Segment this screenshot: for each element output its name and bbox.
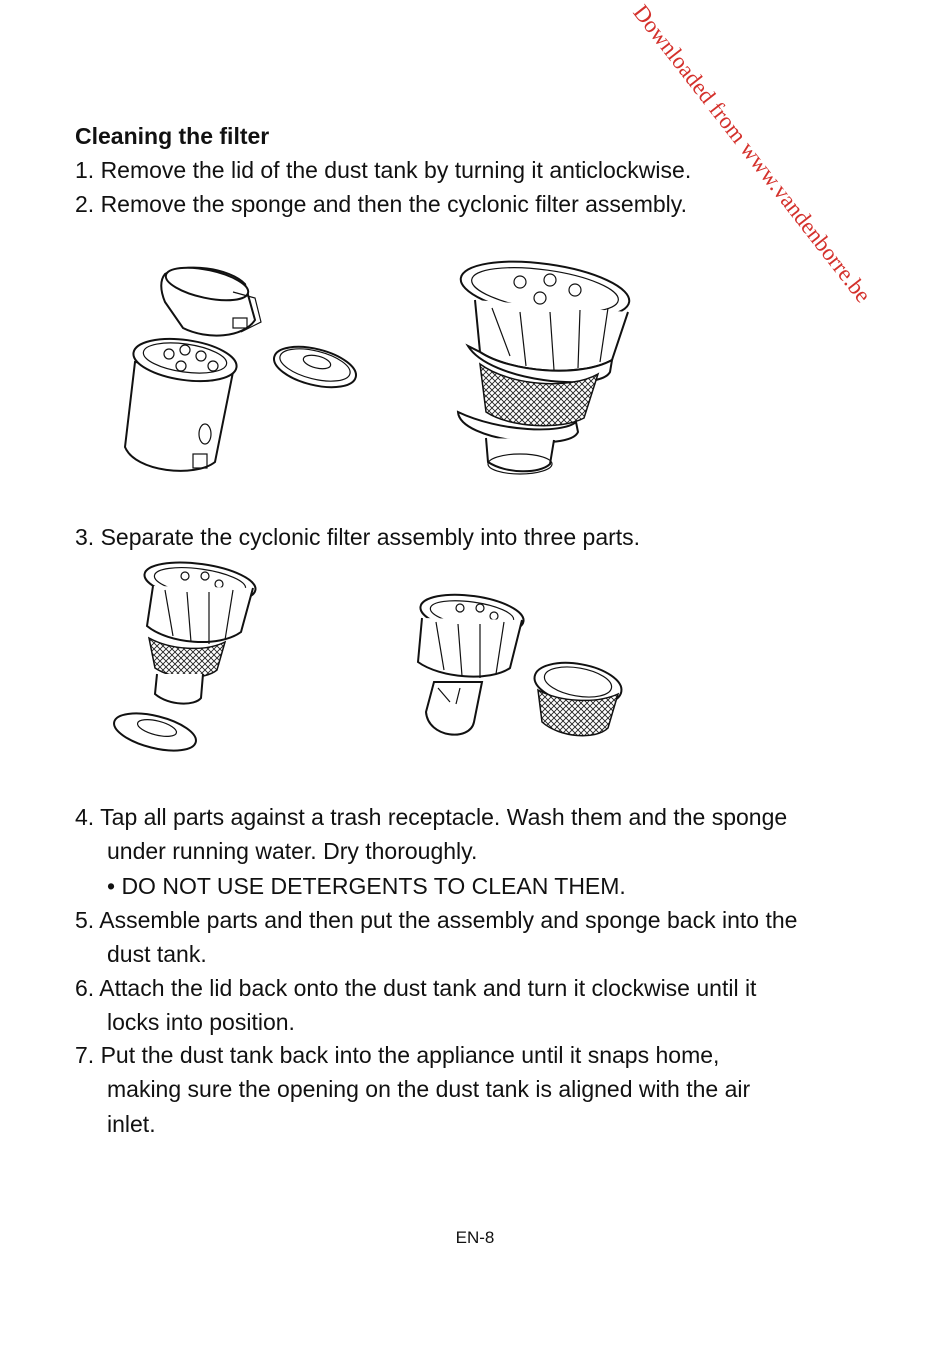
step-3: 3. Separate the cyclonic filter assembly into three parts. bbox=[75, 524, 641, 550]
step-6-line-2: locks into position. bbox=[107, 1009, 295, 1035]
step-4-line-1: 4. Tap all parts against a trash receptacle. Wash them and the sponge bbox=[75, 804, 788, 830]
lid-illustration bbox=[161, 262, 261, 336]
step-7-line-2: making sure the opening on the dust tank is aligned with the air bbox=[107, 1076, 751, 1102]
step-5-line-2: dust tank. bbox=[107, 941, 207, 967]
step-7-line-3: inlet. bbox=[107, 1111, 156, 1137]
step-2: 2. Remove the sponge and then the cyclonic filter assembly. bbox=[75, 191, 687, 217]
step-5-line-1: 5. Assemble parts and then put the assembly and sponge back into the bbox=[75, 907, 798, 933]
filter-three-parts-illustration bbox=[410, 592, 630, 752]
sponge-illustration bbox=[270, 339, 360, 394]
page-number: EN-8 bbox=[455, 1228, 495, 1247]
step-4-line-2: under running water. Dry thoroughly. bbox=[107, 838, 478, 864]
step-4-note: • DO NOT USE DETERGENTS TO CLEAN THEM. bbox=[107, 873, 626, 899]
step-1: 1. Remove the lid of the dust tank by turning it anticlockwise. bbox=[75, 157, 692, 183]
step-6-line-1: 6. Attach the lid back onto the dust tank and turn it clockwise until it bbox=[75, 975, 757, 1001]
dust-tank-illustration bbox=[125, 333, 239, 471]
watermark: Downloaded from www.vandenborre.be bbox=[628, 0, 876, 308]
step-7-line-1: 7. Put the dust tank back into the appliance until it snaps home, bbox=[75, 1042, 720, 1068]
dust-tank-disassembly-illustration bbox=[115, 262, 365, 482]
section-title: Cleaning the filter bbox=[75, 123, 270, 149]
cyclonic-filter-assembly-illustration bbox=[450, 252, 640, 482]
filter-separated-illustration bbox=[115, 556, 260, 756]
